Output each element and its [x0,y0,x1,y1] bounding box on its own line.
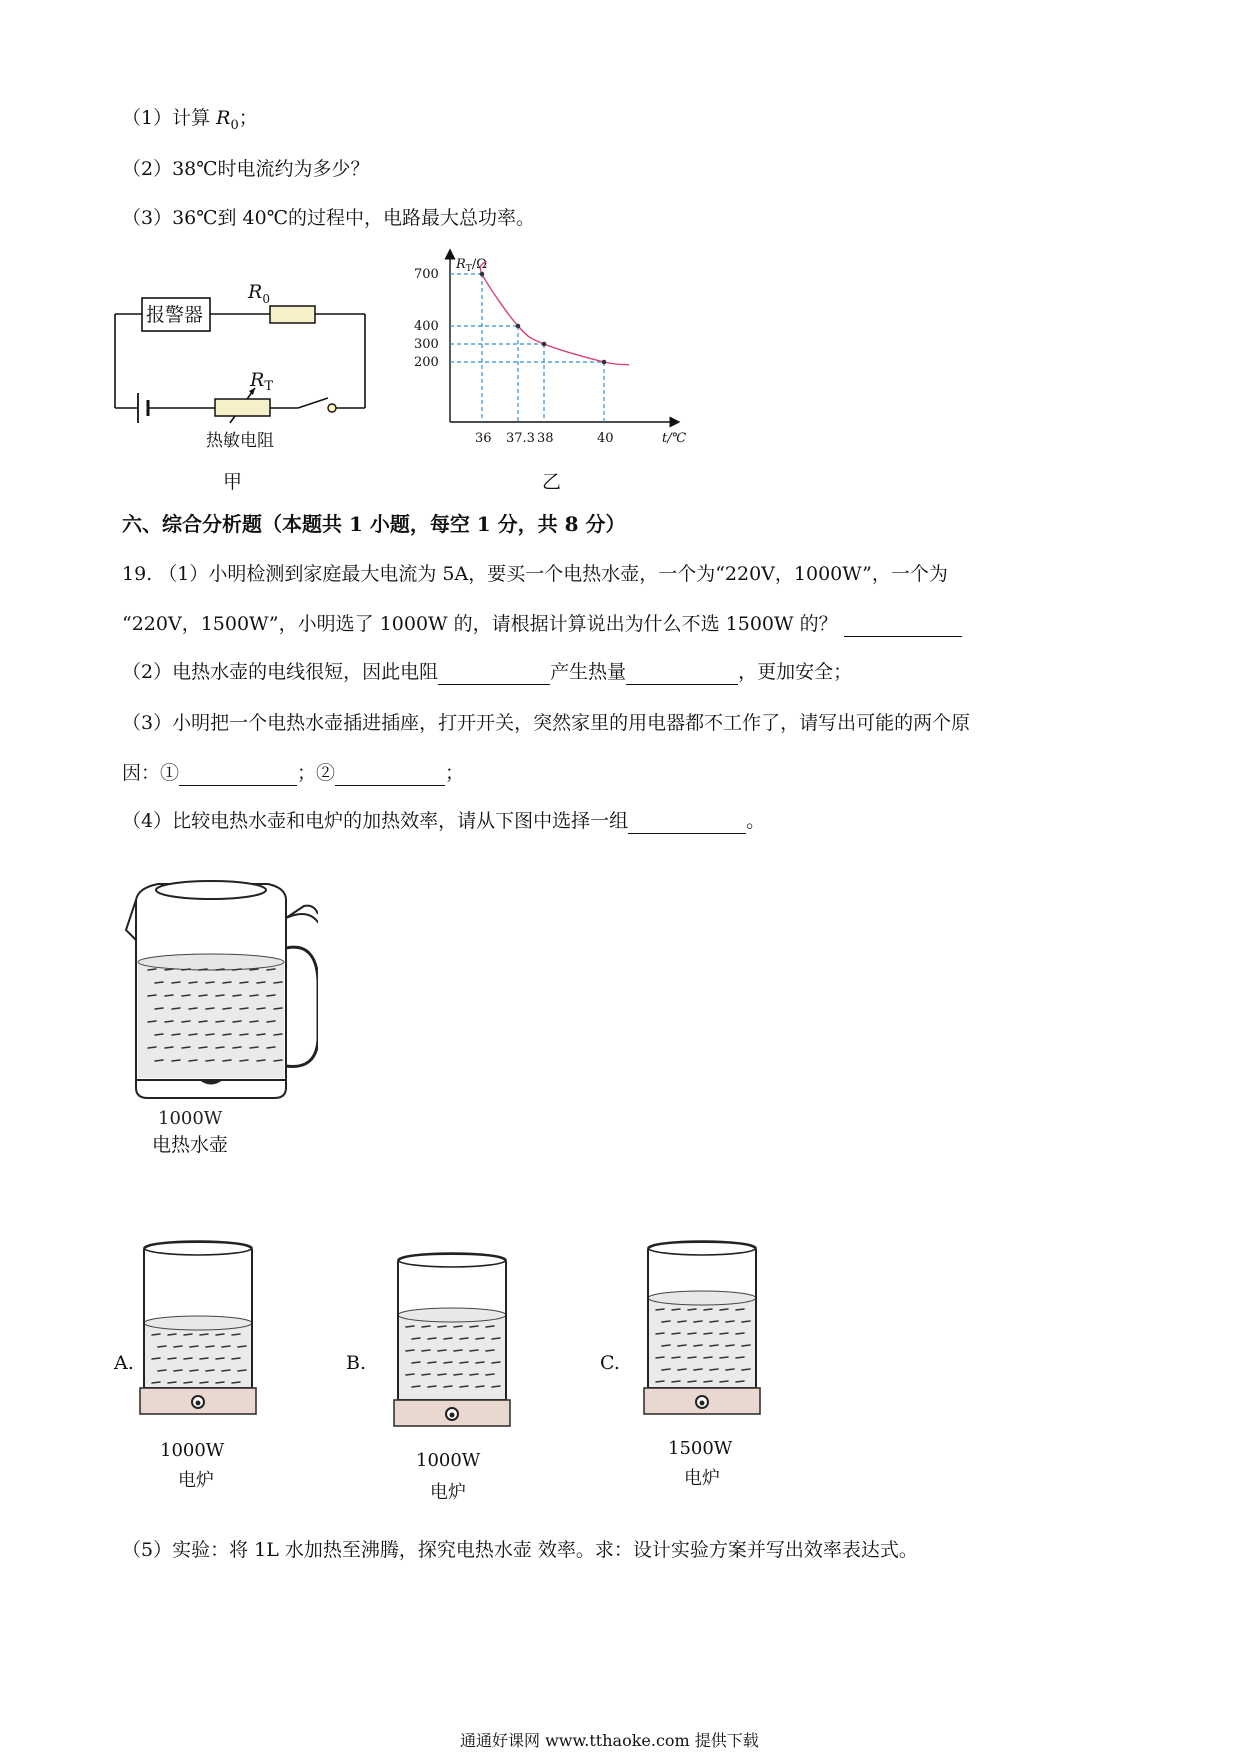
q19-part3-line1: （3）小明把一个电热水壶插进插座，打开开关，突然家里的用电器都不工作了，请写出可能的两个原 [122,712,971,734]
option-b-name: 电炉 [430,1482,466,1503]
option-b-letter: B. [346,1352,367,1374]
x-tick-label-1: 37.3 [506,431,535,446]
circuit-diagram [110,268,380,493]
r0-label: $R_0$ [248,281,270,306]
data-point-1 [516,324,521,329]
option-a-stove[interactable] [138,1238,258,1438]
figure-caption-jia: 甲 [223,471,243,493]
q19-part1-line2: “220V，1500W”，小明选了 1000W 的，请根据计算说出为什么不选 1500W 的？ [122,611,962,637]
answer-blank-3[interactable] [626,664,738,685]
q18-part1: （1）计算 $R_0$； [122,107,258,133]
rt-label: $R_T$ [250,369,273,394]
y-axis-label: $R_T/\Omega$ [456,257,487,274]
option-c-stove[interactable] [642,1238,762,1438]
option-a-name: 电炉 [178,1470,214,1491]
rt-curve [480,261,629,365]
kettle-name: 电热水壶 [152,1134,229,1156]
x-tick-label-2: 38 [537,431,554,446]
q18-part3: （3）36℃到 40℃的过程中，电路最大总功率。 [122,207,535,229]
option-a-letter: A. [114,1352,134,1374]
answer-blank-5[interactable] [335,765,445,786]
section6-heading: 六、综合分析题（本题共 1 小题，每空 1 分，共 8 分） [122,512,626,536]
option-b-stove[interactable] [392,1250,512,1450]
data-point-3 [602,360,607,365]
option-c-power: 1500W [668,1438,733,1459]
resistor-r0 [270,306,315,323]
rt-temperature-chart [410,246,710,496]
y-tick-label-1: 400 [414,319,439,334]
q19-part2: （2）电热水壶的电线很短，因此电阻 产生热量 ，更加安全； [122,661,853,683]
alarm-label: 报警器 [146,304,204,326]
data-point-0 [480,272,485,277]
option-a-power: 1000W [160,1440,225,1461]
q19-part3-line2: 因：① ；② ； [122,762,465,784]
q19-part5: （5）实验：将 1L 水加热至沸腾，探究电热水壶 效率。求：设计实验方案并写出效率表达式。 [122,1539,918,1561]
answer-blank-4[interactable] [179,765,297,786]
x-tick-label-0: 36 [475,431,492,446]
y-tick-label-2: 300 [414,337,439,352]
y-tick-label-3: 200 [414,355,439,370]
x-axis-label: t/℃ [662,431,687,446]
kettle-illustration [118,870,318,1125]
q19-part4: （4）比较电热水壶和电炉的加热效率，请从下图中选择一组 。 [122,810,766,832]
q19-part1-line1: 19. （1）小明检测到家庭最大电流为 5A，要买一个电热水壶，一个为“220V，1000W”，一个为 [122,563,948,585]
option-b-power: 1000W [416,1450,481,1471]
answer-blank-6[interactable] [628,813,746,834]
thermistor-rt [215,399,270,416]
data-point-2 [542,342,547,347]
kettle-power: 1000W [158,1108,223,1125]
page-footer: 通通好课网 www.tthaoke.com 提供下载 [460,1731,759,1750]
switch-contact [328,404,336,412]
q18-part2: （2）38℃时电流约为多少？ [122,158,370,180]
thermistor-label: 热敏电阻 [206,431,274,451]
answer-blank-2[interactable] [438,664,550,685]
option-c-name: 电炉 [684,1468,720,1489]
answer-blank-1[interactable] [844,616,962,637]
figure-caption-yi: 乙 [542,471,562,493]
option-c-letter: C. [600,1352,620,1374]
y-tick-label-0: 700 [414,267,439,282]
x-tick-label-3: 40 [597,431,614,446]
